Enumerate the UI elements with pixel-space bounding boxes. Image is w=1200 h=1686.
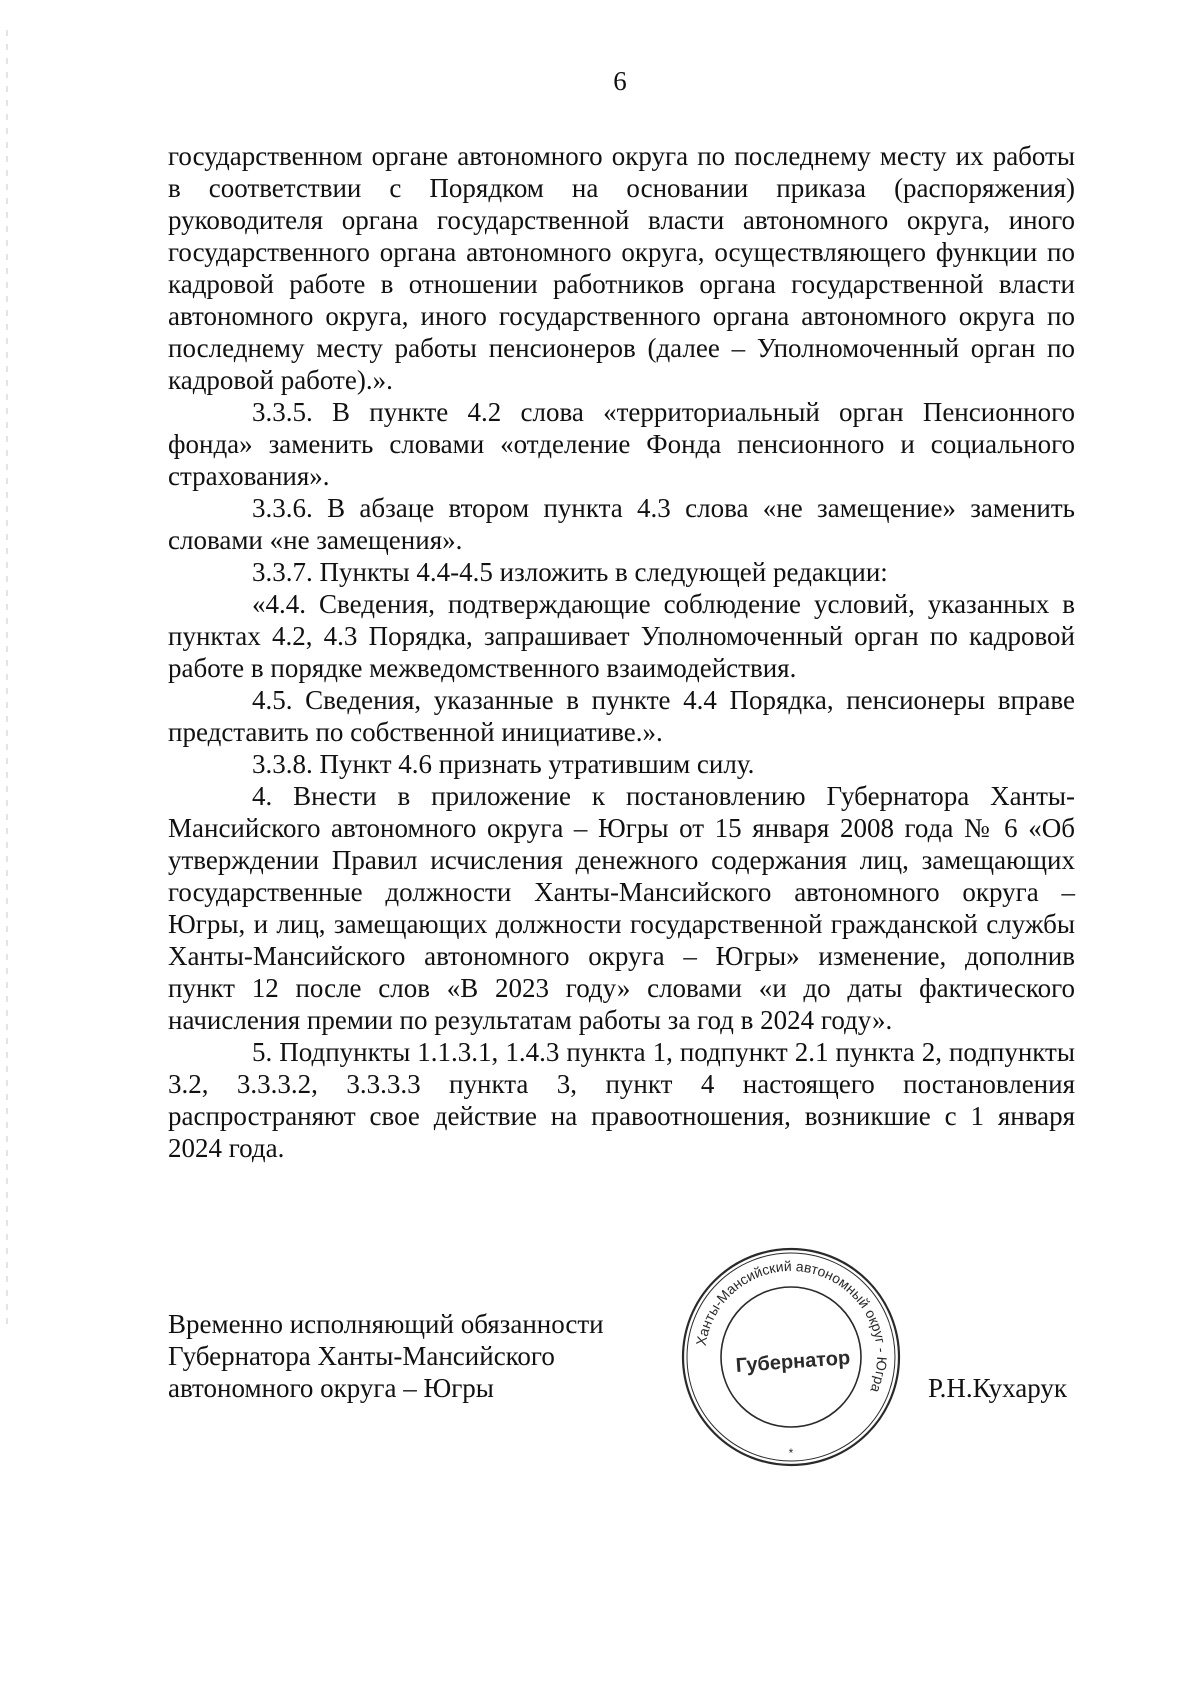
paragraph: 5. Подпункты 1.1.3.1, 1.4.3 пункта 1, подпункт 2.1 пункта 2, подпункты 3.2, 3.3.3.2, 3.3.3.3 пункта 3, пункт 4 настоящего постановления распространяют свое действие на правоотношения, возникшие с 1 января 2024 года.: [168, 1037, 1075, 1163]
signatory-title-line: Временно исполняющий обязанности: [168, 1309, 604, 1339]
paragraph: 3.3.6. В абзаце втором пункта 4.3 слова «не замещение» заменить словами «не замещения».: [168, 493, 1075, 555]
document-body: [168, 140, 1075, 1164]
signatory-name: Р.Н.Кухарук: [928, 1373, 1068, 1403]
paragraph: государственном органе автономного округа по последнему месту их работы в соответствии с Порядком на основании приказа (распоряжения) руководителя органа государственной власти автономного округа, иного государственного органа автономного округа, осуществляющего функции по кадровой работе в отношении работников органа государственной власти автономного округа, иного государственного органа автономного округа по последнему месту работы пенсионеров (далее – Уполномоченный орган по кадровой работе).».: [168, 141, 1075, 395]
signatory-title: [168, 1308, 604, 1404]
paragraph: 3.3.5. В пункте 4.2 слова «территориальный орган Пенсионного фонда» заменить словами «отделение Фонда пенсионного и социального страхования».: [168, 397, 1075, 491]
seal-ring-text: Ханты-Мансийский автономный округ - Югра: [692, 1257, 891, 1396]
scan-edge-artifact: [6, 30, 8, 1330]
paragraph: 3.3.8. Пункт 4.6 признать утратившим силу.: [252, 749, 755, 779]
official-seal: [678, 1244, 904, 1470]
paragraph: «4.4. Сведения, подтверждающие соблюдение условий, указанных в пунктах 4.2, 4.3 Порядка, запрашивает Уполномоченный орган по кадровой работе в порядке межведомственного взаимодействия.: [168, 589, 1075, 683]
seal-star-icon: *: [788, 1446, 794, 1460]
signatory-title-line: автономного округа – Югры: [168, 1373, 494, 1403]
paragraph: 3.3.7. Пункты 4.4-4.5 изложить в следующей редакции:: [252, 557, 888, 587]
paragraph: 4.5. Сведения, указанные в пункте 4.4 Порядка, пенсионеры вправе представить по собственной инициативе.».: [168, 685, 1075, 747]
page-number: 6: [613, 66, 627, 96]
seal-graphic: [678, 1244, 904, 1470]
signatory-title-line: Губернатора Ханты-Мансийского: [168, 1341, 555, 1371]
paragraph: 4. Внести в приложение к постановлению Губернатора Ханты-Мансийского автономного округа – Югры от 15 января 2008 года № 6 «Об утверждении Правил исчисления денежного содержания лиц, замещающих государственные должности Ханты-Мансийского автономного округа – Югры, и лиц, замещающих должности государственной гражданской службы Ханты-Мансийского автономного округа – Югры» изменение, дополнив пункт 12 после слов «В 2023 году» словами «и до даты фактического начисления премии по результатам работы за год в 2024 году».: [168, 781, 1075, 1035]
seal-center-text: Губернатор: [735, 1347, 851, 1377]
